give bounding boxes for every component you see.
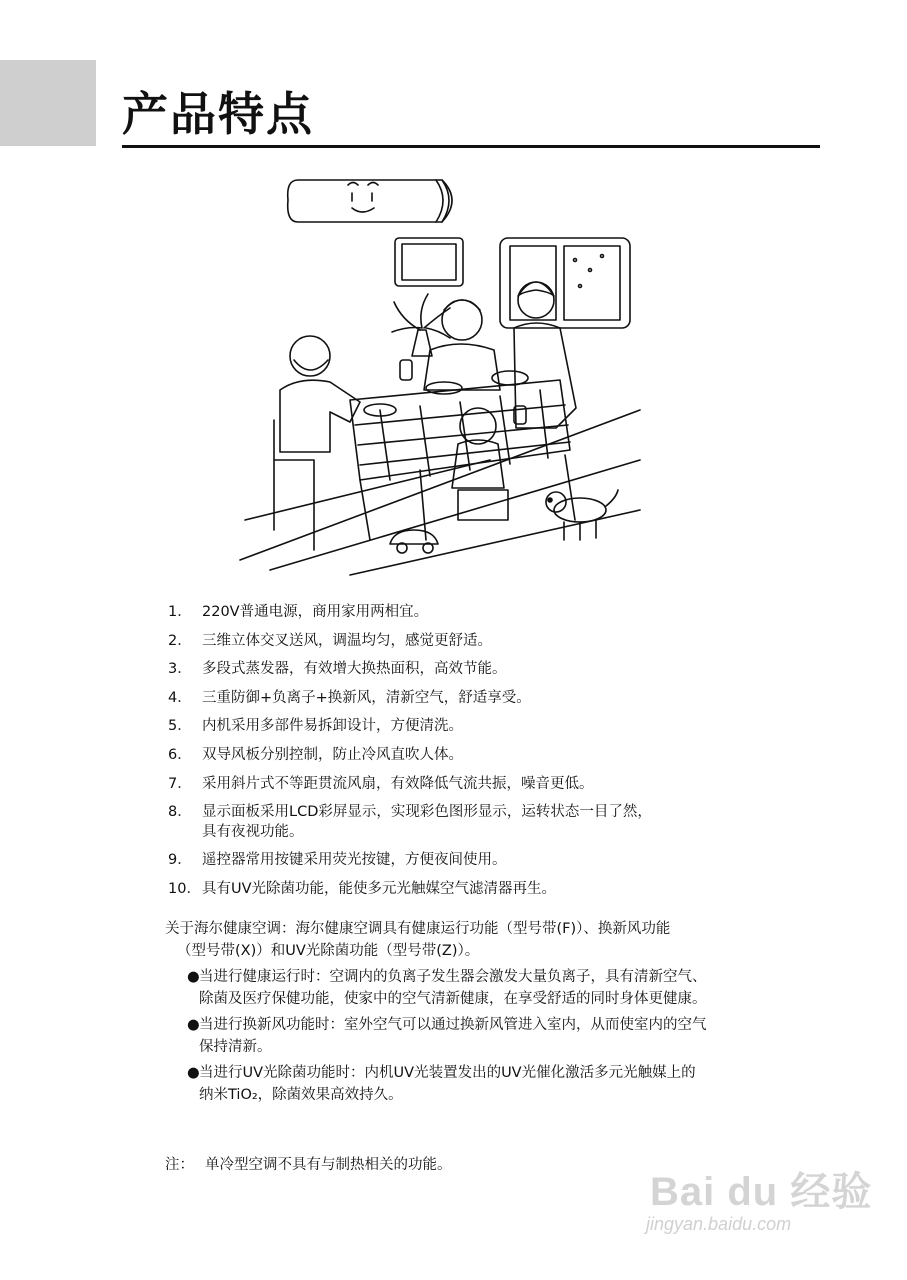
- footnote: [165, 1153, 452, 1174]
- page-title: 产品特点: [122, 87, 314, 141]
- health-bullet-list: [165, 966, 795, 1106]
- footnote-text: 单冷型空调不具有与制热相关的功能。: [205, 1157, 452, 1173]
- bullet-icon: ●: [187, 1065, 200, 1081]
- feature-item: 4． 三重防御+负离子+换新风，清新空气，舒适享受。: [168, 689, 531, 706]
- watermark-logo: Bai du 经验: [650, 1170, 873, 1214]
- feature-list: [168, 602, 808, 907]
- section-tab-block: [0, 60, 96, 146]
- feature-item: 3． 多段式蒸发器，有效增大换热面积，高效节能。: [168, 661, 507, 678]
- feature-item: 8． 显示面板采用LCD彩屏显示，实现彩色图形显示，运转状态一目了然， 具有夜视功能。: [168, 804, 652, 841]
- health-bullet-item: ● 当进行UV光除菌功能时：内机UV光装置发出的UV光催化激活多元光触媒上的 纳米TiO₂，除菌效果高效持久。: [187, 1062, 795, 1106]
- footnote-label: 注：: [165, 1157, 194, 1173]
- feature-item: 5． 内机采用多部件易拆卸设计，方便清洗。: [168, 718, 463, 735]
- feature-item: 9． 遥控器常用按键采用荧光按键，方便夜间使用。: [168, 852, 507, 869]
- family-dinner-illustration: [230, 160, 650, 580]
- bullet-icon: ●: [187, 969, 200, 985]
- bullet-icon: ●: [187, 1017, 200, 1033]
- health-bullet-item: ● 当进行健康运行时：空调内的负离子发生器会激发大量负离子，具有清新空气、 除菌及医疗保健功能，使家中的空气清新健康，在享受舒适的同时身体更健康。: [187, 966, 795, 1010]
- health-intro: 关于海尔健康空调：海尔健康空调具有健康运行功能（型号带(F)）、换新风功能 （型号带(X)）和UV光除菌功能（型号带(Z)）。: [165, 921, 671, 959]
- health-bullet-item: ● 当进行换新风功能时：室外空气可以通过换新风管进入室内，从而使室内的空气 保持清新。: [187, 1014, 795, 1058]
- feature-item: 10． 具有UV光除菌功能，能使多元光触媒空气滤清器再生。: [168, 880, 557, 897]
- health-ac-section: [165, 918, 795, 1110]
- air-conditioner-icon: [288, 180, 452, 222]
- feature-item: 6． 双导风板分别控制，防止冷风直吹人体。: [168, 746, 463, 763]
- feature-item: 2． 三维立体交叉送风，调温均匀，感觉更舒适。: [168, 632, 492, 649]
- toy-car-icon: [390, 530, 438, 553]
- baidu-watermark: [640, 1140, 880, 1250]
- title-divider: [122, 145, 820, 148]
- watermark-url: jingyan.baidu.com: [646, 1214, 792, 1234]
- feature-item: 1． 220V普通电源，商用家用两相宜。: [168, 604, 429, 620]
- dog-icon: [546, 490, 618, 540]
- feature-item: 7． 采用斜片式不等距贯流风扇，有效降低气流共振，噪音更低。: [168, 775, 594, 792]
